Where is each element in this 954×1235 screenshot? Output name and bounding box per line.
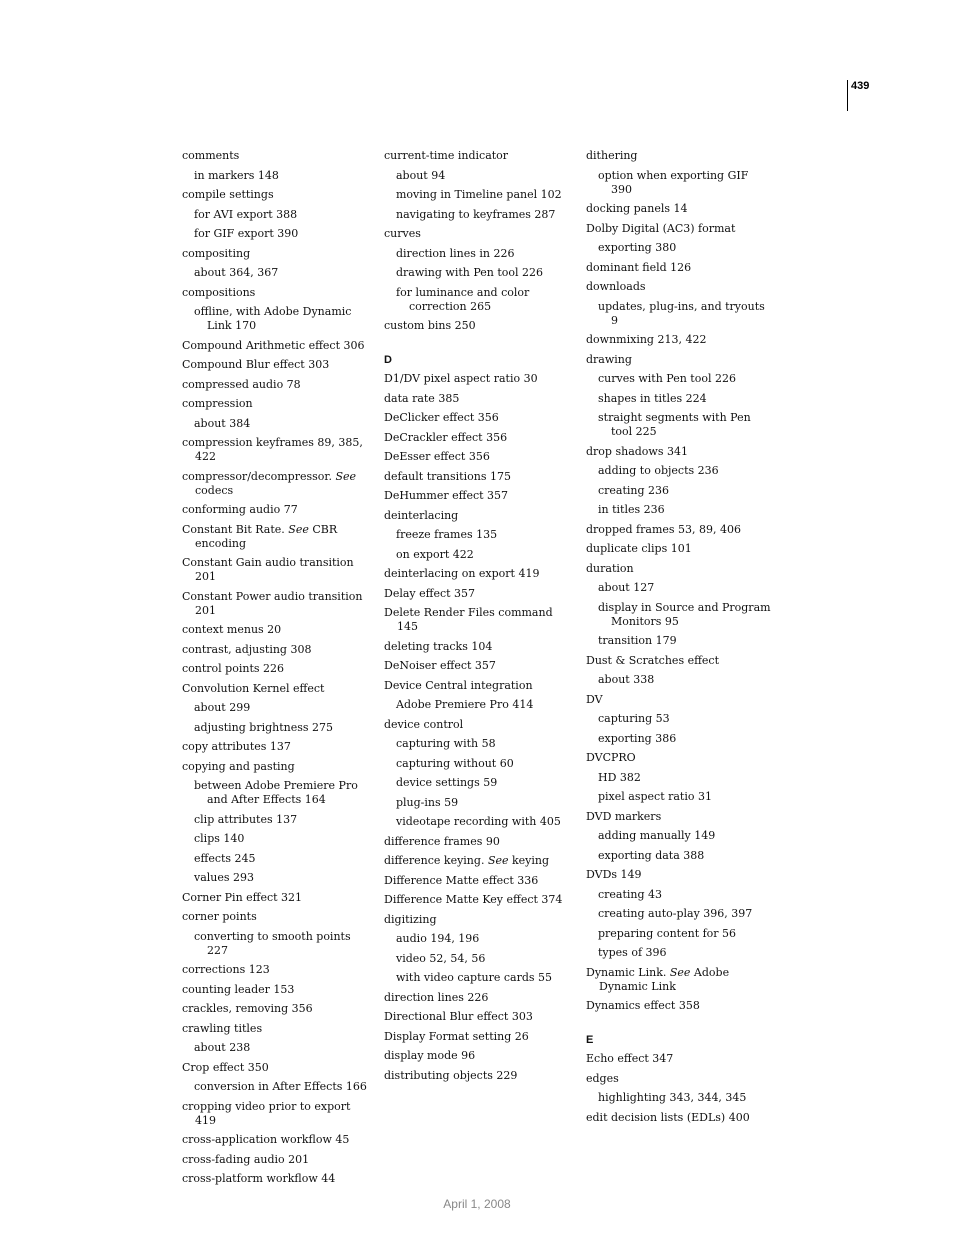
index-entry — [384, 392, 569, 406]
index-subentry — [586, 601, 771, 629]
index-subentry — [182, 208, 367, 222]
entry-text: for GIF export 390 — [194, 227, 299, 240]
entry-text: cross-application workflow 45 — [182, 1133, 350, 1146]
index-entry — [182, 891, 367, 905]
entry-text: between Adobe Premiere Pro and After Effects 164 — [194, 779, 358, 806]
index-entry — [182, 149, 367, 163]
entry-text: about 364, 367 — [194, 266, 279, 279]
index-subentry — [586, 169, 771, 197]
section-letter: D — [384, 354, 392, 366]
entry-text: compositing — [182, 246, 251, 260]
entry-text: drop shadows 341 — [586, 444, 688, 458]
index-entry — [384, 679, 569, 693]
index-entry — [384, 659, 569, 673]
see-reference: See — [669, 965, 691, 979]
entry-text: Constant Gain audio transition 201 — [182, 556, 354, 583]
entry-text: offline, with Adobe Dynamic Link 170 — [194, 305, 352, 332]
entry-text: straight segments with Pen tool 225 — [598, 411, 751, 438]
index-entry — [182, 662, 367, 676]
entry-text: Dynamics effect 358 — [586, 999, 700, 1012]
index-entry — [586, 999, 771, 1013]
index-entry — [384, 854, 569, 868]
index-entry — [384, 913, 569, 927]
index-entry — [586, 1072, 771, 1086]
index-entry — [586, 1052, 771, 1066]
index-entry — [182, 590, 367, 618]
index-subentry — [182, 1041, 367, 1055]
index-subentry — [586, 771, 771, 785]
index-subentry — [384, 737, 569, 751]
index-subentry — [182, 930, 367, 958]
entry-text: deinterlacing on export 419 — [384, 567, 540, 580]
index-entry — [384, 489, 569, 503]
entry-text: types of 396 — [598, 946, 667, 959]
index-entry — [586, 202, 771, 216]
entry-text: Adobe Premiere Pro 414 — [396, 698, 534, 711]
index-entry — [182, 682, 367, 696]
index-entry — [384, 587, 569, 601]
entry-text: adjusting brightness 275 — [194, 720, 334, 734]
entry-text: device settings 59 — [396, 776, 498, 789]
index-column-1 — [182, 149, 367, 1192]
index-entry — [182, 760, 367, 774]
index-subentry — [384, 698, 569, 712]
index-entry — [586, 751, 771, 765]
index-entry — [586, 523, 771, 537]
index-subentry — [586, 829, 771, 843]
index-entry — [586, 966, 771, 994]
entry-text: preparing content for 56 — [598, 926, 737, 940]
index-subentry — [586, 849, 771, 863]
entry-text: edges — [586, 1071, 619, 1085]
entry-text: dominant field 126 — [586, 260, 692, 274]
footer-date: April 1, 2008 — [443, 1197, 511, 1211]
index-entry — [384, 1010, 569, 1024]
index-subentry — [586, 712, 771, 726]
entry-text: Crop effect 350 — [182, 1060, 269, 1074]
see-reference: See — [487, 854, 509, 867]
index-subentry — [182, 227, 367, 241]
entry-text: video 52, 54, 56 — [396, 951, 486, 965]
index-subentry — [586, 732, 771, 746]
see-target: CBR encoding — [195, 522, 338, 550]
entry-text: Constant Bit Rate. — [182, 522, 289, 536]
see-target: codecs — [195, 483, 234, 497]
entry-text: updates, plug-ins, and tryouts 9 — [598, 299, 765, 327]
index-entry — [182, 397, 367, 411]
entry-text: shapes in titles 224 — [598, 391, 707, 405]
index-entry — [182, 1061, 367, 1075]
index-entry — [182, 188, 367, 202]
entry-text: DeClicker effect 356 — [384, 411, 499, 424]
entry-text: distributing objects 229 — [384, 1068, 518, 1082]
entry-text: effects 245 — [194, 851, 256, 865]
index-subentry — [586, 790, 771, 804]
index-subentry — [384, 548, 569, 562]
entry-text: copy attributes 137 — [182, 740, 291, 753]
entry-text: Display Format setting 26 — [384, 1029, 529, 1043]
entry-text: crackles, removing 356 — [182, 1002, 313, 1015]
index-entry — [182, 1133, 367, 1147]
entry-text: dropped frames 53, 89, 406 — [586, 522, 741, 536]
entry-text: downmixing 213, 422 — [586, 333, 707, 346]
index-subentry — [182, 266, 367, 280]
index-entry — [182, 963, 367, 977]
entry-text: freeze frames 135 — [396, 528, 498, 541]
entry-text: about 127 — [598, 581, 655, 594]
index-entry — [586, 333, 771, 347]
index-subentry — [586, 464, 771, 478]
index-entry — [182, 643, 367, 657]
index-entry — [182, 358, 367, 372]
entry-text: values 293 — [194, 871, 255, 884]
entry-text: compressed audio 78 — [182, 377, 301, 391]
entry-text: deinterlacing — [384, 508, 459, 522]
index-subentry — [182, 1080, 367, 1094]
entry-text: cross-platform workflow 44 — [182, 1172, 336, 1185]
entry-text: compositions — [182, 285, 256, 299]
index-subentry — [384, 188, 569, 202]
entry-text: edit decision lists (EDLs) 400 — [586, 1110, 750, 1124]
entry-text: display in Source and Program Monitors 95 — [598, 600, 771, 628]
entry-text: about 384 — [194, 416, 251, 430]
entry-text: about 338 — [598, 673, 655, 686]
entry-text: capturing 53 — [598, 712, 670, 725]
index-entry — [384, 893, 569, 907]
index-subentry — [384, 169, 569, 183]
entry-text: Difference Matte effect 336 — [384, 873, 539, 887]
index-subentry — [384, 776, 569, 790]
entry-text: difference frames 90 — [384, 834, 500, 848]
index-subentry — [586, 888, 771, 902]
index-subentry — [384, 528, 569, 542]
index-subentry — [586, 411, 771, 439]
entry-text: compile settings — [182, 188, 274, 201]
index-subentry — [182, 813, 367, 827]
index-entry — [384, 718, 569, 732]
index-entry — [182, 1022, 367, 1036]
entry-text: compression — [182, 397, 253, 410]
entry-text: exporting 380 — [598, 241, 677, 254]
entry-text: Dolby Digital (AC3) format — [586, 221, 736, 235]
index-subentry — [586, 503, 771, 517]
page-number: 439 — [851, 80, 870, 92]
index-entry — [384, 149, 569, 163]
index-entry — [384, 567, 569, 581]
entry-text: Dust & Scratches effect — [586, 653, 719, 667]
entry-text: about 94 — [396, 168, 446, 182]
entry-text: Delay effect 357 — [384, 586, 476, 600]
index-subentry — [586, 634, 771, 648]
entry-text: about 238 — [194, 1041, 251, 1054]
index-subentry — [182, 305, 367, 333]
index-entry — [586, 149, 771, 163]
entry-text: transition 179 — [598, 634, 677, 647]
entry-text: Directional Blur effect 303 — [384, 1010, 533, 1023]
index-entry — [586, 654, 771, 668]
index-subentry — [182, 852, 367, 866]
index-entry — [384, 835, 569, 849]
index-subentry — [182, 701, 367, 715]
index-entry — [384, 640, 569, 654]
index-subentry — [586, 372, 771, 386]
entry-text: DV — [586, 692, 603, 706]
index-entry — [586, 445, 771, 459]
entry-text: curves — [384, 227, 421, 240]
entry-text: Dynamic Link. — [586, 965, 670, 979]
entry-text: Compound Blur effect 303 — [182, 358, 330, 371]
see-reference: See — [335, 469, 356, 483]
index-entry — [384, 1069, 569, 1083]
entry-text: highlighting 343, 344, 345 — [598, 1091, 747, 1104]
index-entry — [182, 247, 367, 261]
index-subentry — [586, 673, 771, 687]
entry-text: direction lines in 226 — [396, 246, 515, 260]
see-reference: See — [288, 522, 309, 536]
entry-text: corrections 123 — [182, 963, 270, 976]
index-subentry — [384, 286, 569, 314]
entry-text: DVD markers — [586, 809, 662, 823]
index-subentry — [182, 832, 367, 846]
entry-text: creating auto-play 396, 397 — [598, 907, 753, 920]
entry-text: custom bins 250 — [384, 319, 476, 332]
entry-text: DeEsser effect 356 — [384, 450, 490, 463]
entry-text: adding manually 149 — [598, 829, 716, 842]
index-subentry — [384, 796, 569, 810]
index-subentry — [384, 815, 569, 829]
index-subentry — [586, 484, 771, 498]
entry-text: copying and pasting — [182, 759, 295, 773]
entry-text: counting leader 153 — [182, 982, 295, 996]
index-entry — [182, 286, 367, 300]
entry-text: current-time indicator — [384, 149, 509, 162]
index-entry — [182, 910, 367, 924]
index-subentry — [586, 946, 771, 960]
entry-text: digitizing — [384, 912, 437, 926]
entry-text: conversion in After Effects 166 — [194, 1080, 367, 1093]
index-entry — [586, 868, 771, 882]
entry-text: Device Central integration — [384, 678, 533, 692]
entry-text: display mode 96 — [384, 1049, 476, 1062]
index-entry — [182, 740, 367, 754]
entry-text: drawing with Pen tool 226 — [396, 266, 544, 279]
entry-text: option when exporting GIF 390 — [598, 168, 749, 196]
entry-text: Corner Pin effect 321 — [182, 890, 303, 904]
index-entry — [182, 1002, 367, 1016]
index-entry — [182, 339, 367, 353]
entry-text: D1/DV pixel aspect ratio 30 — [384, 372, 538, 385]
index-entry — [182, 1153, 367, 1167]
entry-text: for luminance and color correction 265 — [396, 285, 530, 313]
entry-text: HD 382 — [598, 770, 641, 784]
entry-text: videotape recording with 405 — [396, 815, 561, 828]
entry-text: Delete Render Files command 145 — [384, 606, 553, 633]
index-subentry — [384, 247, 569, 261]
entry-text: device control — [384, 717, 464, 731]
entry-text: moving in Timeline panel 102 — [396, 188, 562, 201]
entry-text: cross-fading audio 201 — [182, 1152, 310, 1166]
index-entry — [182, 523, 367, 551]
index-entry — [182, 378, 367, 392]
see-target: keying — [508, 854, 550, 867]
entry-text: converting to smooth points 227 — [194, 929, 351, 957]
section-letter: E — [586, 1034, 594, 1046]
index-entry — [182, 1100, 367, 1128]
index-entry — [384, 227, 569, 241]
entry-text: Convolution Kernel effect — [182, 681, 325, 695]
entry-text: difference keying. — [384, 854, 488, 867]
index-subentry — [182, 871, 367, 885]
entry-text: pixel aspect ratio 31 — [598, 790, 712, 803]
entry-text: DeHummer effect 357 — [384, 489, 509, 502]
entry-text: contrast, adjusting 308 — [182, 642, 312, 656]
entry-text: Compound Arithmetic effect 306 — [182, 338, 365, 352]
index-subentry — [586, 907, 771, 921]
entry-text: duration — [586, 561, 634, 575]
index-entry — [384, 991, 569, 1005]
index-entry — [384, 411, 569, 425]
entry-text: adding to objects 236 — [598, 464, 719, 477]
entry-text: Echo effect 347 — [586, 1052, 674, 1065]
entry-text: creating 43 — [598, 887, 663, 901]
index-subentry — [586, 581, 771, 595]
entry-text: for AVI export 388 — [194, 207, 298, 221]
page-number-rule — [847, 80, 848, 111]
index-subentry — [182, 721, 367, 735]
entry-text: exporting data 388 — [598, 848, 705, 862]
index-subentry — [586, 1091, 771, 1105]
index-subentry — [384, 971, 569, 985]
entry-text: DVDs 149 — [586, 868, 642, 881]
entry-text: exporting 386 — [598, 731, 677, 745]
entry-text: conforming audio 77 — [182, 503, 298, 516]
entry-text: with video capture cards 55 — [396, 971, 553, 984]
index-entry — [182, 436, 367, 464]
index-subentry — [182, 169, 367, 183]
entry-text: drawing — [586, 352, 632, 366]
see-target: Adobe Dynamic Link — [599, 965, 730, 993]
entry-text: clips 140 — [194, 832, 245, 845]
index-entry — [586, 1111, 771, 1125]
entry-text: navigating to keyframes 287 — [396, 207, 556, 221]
index-entry — [182, 503, 367, 517]
entry-text: docking panels 14 — [586, 202, 688, 215]
entry-text: about 299 — [194, 701, 251, 714]
entry-text: crawling titles — [182, 1021, 263, 1035]
index-entry — [384, 874, 569, 888]
index-subentry — [182, 417, 367, 431]
index-subentry — [586, 927, 771, 941]
index-entry — [586, 222, 771, 236]
index-entry — [384, 319, 569, 333]
index-entry — [586, 353, 771, 367]
index-entry — [384, 450, 569, 464]
entry-text: in markers 148 — [194, 168, 279, 182]
entry-text: Difference Matte Key effect 374 — [384, 893, 563, 906]
index-subentry — [384, 952, 569, 966]
entry-text: clip attributes 137 — [194, 812, 298, 826]
index-entry — [182, 1172, 367, 1186]
entry-text: in titles 236 — [598, 503, 665, 516]
entry-text: compression keyframes 89, 385, 422 — [182, 436, 363, 463]
entry-text: Constant Power audio transition 201 — [182, 589, 363, 617]
index-subentry — [586, 241, 771, 255]
index-subentry — [384, 932, 569, 946]
index-entry — [586, 810, 771, 824]
entry-text: data rate 385 — [384, 391, 460, 405]
entry-text: compressor/decompressor. — [182, 469, 336, 483]
entry-text: DeCrackler effect 356 — [384, 430, 508, 444]
entry-text: corner points — [182, 910, 257, 923]
index-entry — [182, 470, 367, 498]
entry-text: capturing with 58 — [396, 737, 496, 750]
index-subentry — [384, 208, 569, 222]
index-column-3 — [586, 149, 771, 1130]
entry-text: comments — [182, 149, 240, 162]
entry-text: deleting tracks 104 — [384, 639, 493, 653]
index-column-2 — [384, 149, 569, 1088]
index-entry — [586, 693, 771, 707]
index-subentry — [586, 392, 771, 406]
entry-text: downloads — [586, 280, 646, 293]
entry-text: context menus 20 — [182, 623, 282, 636]
index-entry — [384, 606, 569, 634]
index-entry — [384, 470, 569, 484]
index-subentry — [586, 300, 771, 328]
index-entry — [384, 509, 569, 523]
index-entry — [384, 1030, 569, 1044]
entry-text: cropping video prior to export 419 — [182, 1099, 351, 1127]
entry-text: creating 236 — [598, 483, 670, 497]
index-subentry — [384, 266, 569, 280]
index-entry — [586, 542, 771, 556]
entry-text: curves with Pen tool 226 — [598, 372, 736, 385]
entry-text: DeNoiser effect 357 — [384, 659, 496, 672]
entry-text: on export 422 — [396, 547, 474, 561]
entry-text: duplicate clips 101 — [586, 542, 692, 555]
index-entry — [586, 280, 771, 294]
index-entry — [586, 562, 771, 576]
entry-text: dithering — [586, 149, 638, 162]
entry-text: control points 226 — [182, 662, 285, 675]
entry-text: direction lines 226 — [384, 990, 489, 1004]
index-entry — [586, 261, 771, 275]
index-entry — [384, 431, 569, 445]
index-subentry — [384, 757, 569, 771]
index-entry — [182, 623, 367, 637]
index-entry — [182, 556, 367, 584]
entry-text: audio 194, 196 — [396, 932, 480, 945]
entry-text: default transitions 175 — [384, 469, 511, 483]
index-entry — [182, 983, 367, 997]
index-subentry — [182, 779, 367, 807]
index-entry — [384, 1049, 569, 1063]
index-entry — [384, 372, 569, 386]
entry-text: DVCPRO — [586, 751, 636, 764]
entry-text: capturing without 60 — [396, 756, 514, 770]
entry-text: plug-ins 59 — [396, 795, 459, 809]
